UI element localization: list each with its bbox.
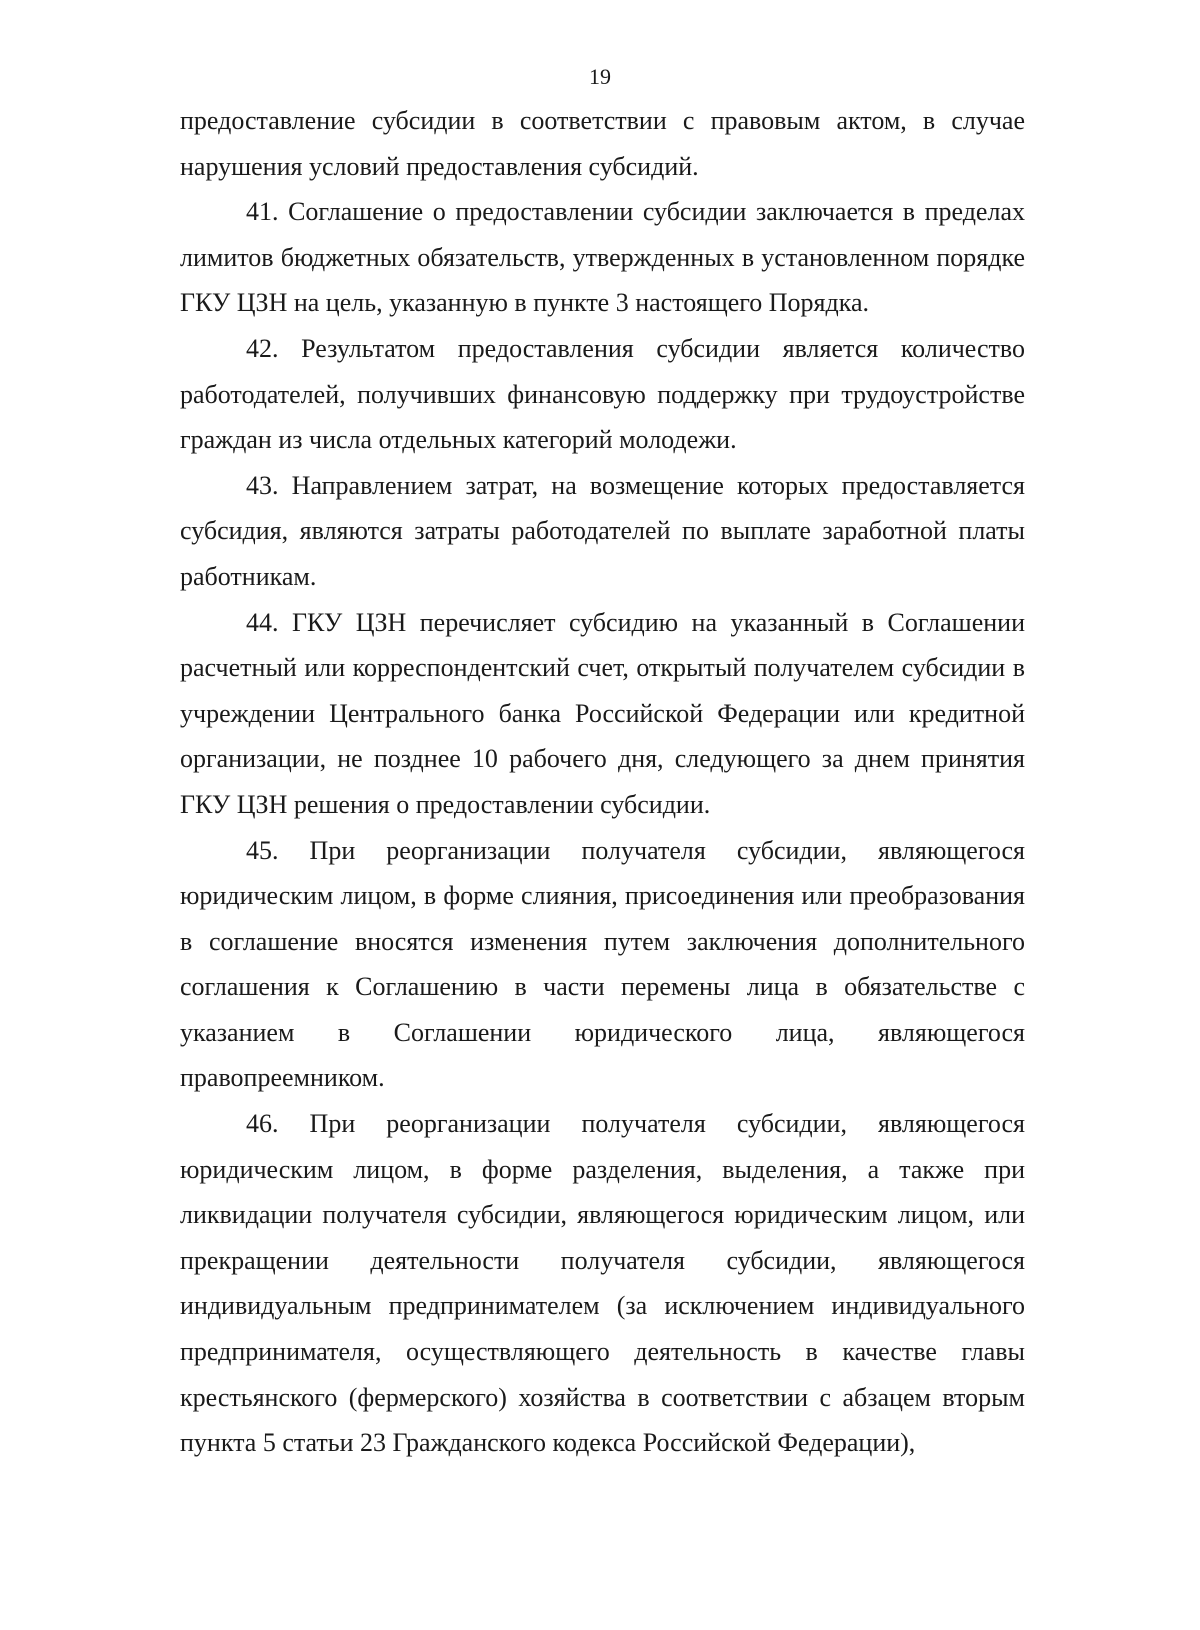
paragraph-42: 42. Результатом предоставления субсидии является количество работодателей, получивших финансовую поддержку при трудоустройстве граждан из числа отдельных категорий молодежи. [180, 333, 1025, 455]
page-number: 19 [589, 64, 611, 89]
paragraph-41: 41. Соглашение о предоставлении субсидии заключается в пределах лимитов бюджетных обязательств, утвержденных в установленном порядке ГКУ ЦЗН на цель, указанную в пункте 3 настоящего Порядка. [180, 197, 1025, 318]
paragraph-44: 44. ГКУ ЦЗН перечисляет субсидию на указанный в Соглашении расчетный или корреспондентский счет, открытый получателем субсидии в учреждении Центрального банка Российской Федерации или кредитной организации, не позднее 10 рабочего дня, следующего за днем принятия ГКУ ЦЗН решения о предоставлении субсидии. [180, 607, 1025, 819]
paragraph-continued: предоставление субсидии в соответствии с правовым актом, в случае нарушения условий предоставления субсидий. [180, 106, 1025, 181]
paragraph-45: 45. При реорганизации получателя субсидии, являющегося юридическим лицом, в форме слияния, присоединения или преобразования в соглашение вносятся изменения путем заключения дополнительного соглашения к Соглашению в части перемены лица в обязательстве с указанием в Соглашении юридического лица, являющегося правопреемником. [180, 835, 1025, 1093]
document-body [180, 98, 1025, 1466]
paragraph-43: 43. Направлением затрат, на возмещение которых предоставляется субсидия, являются затраты работодателей по выплате заработной платы работникам. [180, 470, 1025, 591]
paragraph-46: 46. При реорганизации получателя субсидии, являющегося юридическим лицом, в форме разделения, выделения, а также при ликвидации получателя субсидии, являющегося юридическим лицом, или прекращении деятельности получателя субсидии, являющегося индивидуальным предпринимателем (за исключением индивидуального предпринимателя, осуществляющего деятельность в качестве главы крестьянского (фермерского) хозяйства в соответствии с абзацем вторым пункта 5 статьи 23 Гражданского кодекса Российской Федерации), [180, 1109, 1025, 1458]
